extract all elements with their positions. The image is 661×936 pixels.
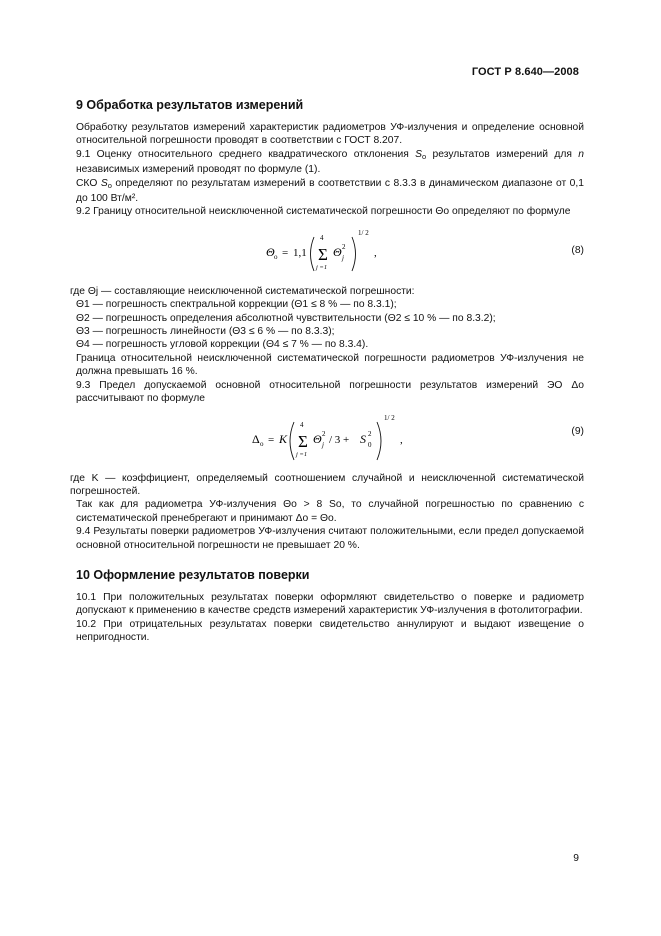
- paragraph-10-2: 10.2 При отрицательных результатах поверки свидетельство аннулируют и выдают извещение о непригодности.: [76, 618, 584, 644]
- f9-s: S: [360, 431, 366, 446]
- f9-s-sup: 2: [368, 429, 372, 438]
- paragraph-ratio: Так как для радиометра УФ-излучения Θо > 8 Sо, то случайной погрешностью по сравнению с систематической пренебрегают и принимают Δо = Θо.: [76, 499, 584, 524]
- section-9-intro-text: Обработку результатов измерений характеристик радиометров УФ-излучения и определение основной относительной погрешности проводят в соответствии с ГОСТ 8.207.: [76, 122, 584, 147]
- where-k: где K — коэффициент, определяемый соотношением случайной и неисключенной систематической погрешностей.: [70, 472, 584, 497]
- where-theta-j: где Θj — составляющие неисключенной систематической погрешности:: [70, 285, 415, 297]
- f9-sum-bottom: j =1: [296, 450, 308, 458]
- f9-sum-top: 4: [300, 420, 304, 429]
- paragraph-9-2: 9.2 Границу относительной неисключенной систематической погрешности Θо определяют по формуле: [76, 206, 571, 218]
- f8-coef: 1,1: [293, 246, 307, 259]
- f9-div: / 3 +: [329, 433, 350, 446]
- paragraph-boundary: Граница относительной неисключенной систематической погрешности радиометров УФ-излучения не должна превышать 16 %.: [76, 352, 584, 378]
- paragraph-9-1-b: результатов измерений для: [426, 148, 579, 160]
- f8-exp: 1/ 2: [358, 228, 369, 237]
- list-item: Θ1 — погрешность спектральной коррекции (Θ1 ≤ 8 % — по 8.3.1);: [76, 299, 397, 311]
- symbol-s: S: [415, 148, 423, 160]
- paragraph-9-4: 9.4 Результаты поверки радиометров УФ-излучения считают положительными, если предел допускаемой основной относительной погрешности не превышает 20 %.: [76, 526, 584, 551]
- symbol-s-2: S: [100, 177, 108, 189]
- f9-s-sub: 0: [368, 440, 372, 449]
- symbol-s-sub: о: [422, 151, 427, 161]
- paragraph-9-1-c: независимых измерений проводят по формуле (1).: [76, 164, 321, 176]
- list-item: Θ4 — погрешность угловой коррекции (Θ4 ≤ 7 % — по 8.3.4).: [76, 339, 369, 351]
- f8-lhs: Θ: [266, 244, 275, 259]
- f9-tail: ,: [400, 433, 403, 446]
- list-item: Θ2 — погрешность определения абсолютной чувствительности (Θ2 ≤ 10 % — по 8.3.2);: [76, 312, 496, 324]
- formula-8-graphic: [76, 223, 584, 281]
- svg-text:=: =: [282, 246, 289, 259]
- f8-lhs-sub: о: [274, 252, 278, 261]
- f8-term: Θ: [333, 244, 342, 259]
- f8-sum-bottom: j =1: [316, 263, 328, 271]
- f9-coef: K: [279, 431, 288, 446]
- formula-8: [76, 223, 584, 281]
- section-9-intro: [76, 121, 584, 148]
- f8-sum-top: 4: [320, 233, 324, 242]
- symbol-s-sub-2: о: [107, 180, 112, 190]
- svg-text:=: =: [268, 433, 275, 446]
- formula-9-number: (9): [571, 425, 584, 437]
- page-content: [70, 97, 584, 645]
- paragraph-sko-a: СКО: [76, 177, 101, 189]
- paragraph-10-1: 10.1 При положительных результатах поверки оформляют свидетельство о поверке и радиометр допускают к применению в качестве средств измерений характеристик УФ-излучения в фотолитографии.: [76, 591, 584, 617]
- document-code: ГОСТ Р 8.640—2008: [471, 66, 579, 78]
- section-10-title: 10 Оформление результатов поверки: [76, 567, 310, 582]
- section-9-title: 9 Обработка результатов измерений: [76, 98, 304, 112]
- page-number: 9: [573, 853, 579, 864]
- svg-text:Σ: Σ: [318, 244, 328, 264]
- formula-8-number: (8): [571, 244, 584, 256]
- f9-exp: 1/ 2: [384, 413, 395, 422]
- error-components: [70, 285, 584, 352]
- paragraph-9-1-a: 9.1 Оценку относительного среднего квадратического отклонения: [76, 148, 416, 160]
- f8-term-sub: j: [342, 253, 344, 262]
- formula-9-graphic: [76, 410, 584, 468]
- list-item: Θ3 — погрешность линейности (Θ3 ≤ 6 % — по 8.3.3);: [76, 326, 335, 338]
- formula-9: [76, 410, 584, 468]
- f9-term-sub: j: [322, 440, 324, 449]
- svg-text:Σ: Σ: [298, 431, 308, 451]
- symbol-n: n: [578, 148, 584, 160]
- f8-term-sup: 2: [342, 242, 346, 251]
- paragraph-9-3: 9.3 Предел допускаемой основной относительной погрешности результатов измерений ЭО Δо рассчитывают по формуле: [76, 379, 584, 405]
- f9-lhs-sub: о: [260, 439, 264, 448]
- paragraph-sko-b: определяют по результатам измерений в соответствии с 8.3.3 в динамическом диапазоне от 0,1 до 100 Вт/м².: [76, 177, 584, 205]
- f9-term: Θ: [313, 431, 322, 446]
- paragraph-sko: [76, 177, 584, 206]
- f9-term-sup: 2: [322, 429, 326, 438]
- f9-lhs: Δ: [252, 431, 260, 446]
- paragraph-9-1: [76, 148, 584, 177]
- f8-tail: ,: [374, 246, 377, 259]
